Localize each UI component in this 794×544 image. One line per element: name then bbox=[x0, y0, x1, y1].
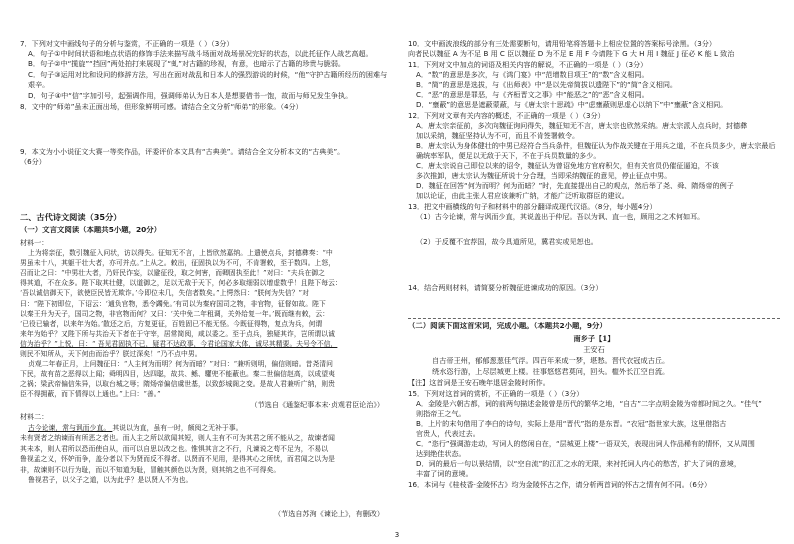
q15-option-b: B．上片的末句借用了李白的诗句，实际上是用“晋代”指的是东晋。“衣冠”指世家大族，这里借指古 bbox=[416, 420, 727, 428]
q11-option-b: B．“简”的意思是选拔，与《出师表》中“是以先帝简拔以遗陛下”的“简”含义相同。 bbox=[416, 81, 678, 89]
passage-line: 未有贤者之纳谏而有所恶之者也。而人主之所以欲闻其短，则人主有不可为其君之所不能从之，故谏者闻 bbox=[20, 434, 335, 442]
q9-points: （6分） bbox=[20, 158, 46, 166]
q12-option-b-cont: 确统率军队，便足以无敌于天下，不在于兵员数量的多少。 bbox=[416, 152, 601, 160]
section-divider bbox=[408, 318, 780, 319]
passage-line: 曰：“陛下初即位，下诏云：‘逋负官物，悉令蠲免。’有司以为秦府国司之物，非官物，征督如故。陛下 bbox=[20, 299, 326, 308]
q12-option-d-cont: 加以论证，由此主张人君应该兼听广纳，才能广泛听取群臣的建议。 bbox=[416, 192, 629, 200]
q15-option-d-cont: 丰富了词的意境。 bbox=[416, 470, 473, 478]
q15-option-a: A．金陵是六朝古都，词的前两句描述金陵曾是历代的繁华之地，“自古”二字点明金陵为帝都时间之久。“佳气” bbox=[416, 400, 762, 408]
poem-note: 【注】这首词是王安石晚年退居金陵时所作。 bbox=[408, 379, 550, 387]
q15-option-a-cont: 则指帝王之气。 bbox=[416, 410, 466, 418]
q7-option-b: B．句子②中“揽旋”“挡回”两处拍打来展现了“虬”对古籍的珍视，有意，也暗示了古籍的珍贵与脆弱。 bbox=[28, 60, 346, 68]
section-title-poem: （二）阅读下面这首宋词，完成小题。（本题共2小题，9分） bbox=[408, 322, 607, 330]
passage-line: 鲁视君子，以父子之道，以为此乎？是以贤人不为也。 bbox=[28, 476, 193, 484]
q8: 8．文中的“师弟”虽未正面出场，但形象鲜明可感。请结合全文分析“师弟”的形象。（4分） bbox=[20, 103, 303, 111]
q14: 14．结合两则材料，请简要分析魏征进谏成功的原因。（3分） bbox=[408, 284, 603, 292]
q12-option-d: D．魏征在回答“何为而明？何为而暗？”时，先直接提出自己的观点，然后举了尧、舜、隋炀帝的例子 bbox=[416, 182, 734, 190]
passage-line: 男虽未十八，其躯干壮大者，亦可并点。”上从之。敕出，征固执以为不可，不肯署敕，至于数四。上怒， bbox=[20, 259, 336, 268]
passage-line: ‘吾以诚信御天下，欲使臣民皆无欺诈。’今即位未几，失信者数矣。”上愕然曰：“朕何为失信？”对 bbox=[20, 289, 309, 298]
q15-option-c-cont: 达到绝佳状态。 bbox=[416, 450, 466, 458]
passage-line: 上为将亲征，数引魏征入问状，访以得失。征知无不言，上皆欣然嘉纳。上遣使点兵，封德彝奏：“中 bbox=[28, 249, 333, 257]
passage-line: 来年为始乎？又陛下所与共治天下者在于守宰，居常简阅，咸以委之。至于点兵，独疑其诈，岂所谓以诚 bbox=[20, 329, 335, 338]
q15-stem: 15．下列对这首词的赏析，不正确的一项是（ ）（3分） bbox=[408, 390, 584, 398]
poem-title: 南乡子【1】 bbox=[573, 335, 615, 343]
section-title-classical: 二、古代诗文阅读（35分） bbox=[20, 213, 122, 222]
q11-option-c: C．“恶”的意思是罪恶，与《齐桓晋文之事》中“能恶之”的“恶”含义相同。 bbox=[416, 91, 649, 99]
q15-option-c: C．“恣行”强调游走动，写词人的悠闲自在，“层城更上楼”一语双关，表现出词人作品稀有的情怀，又从周围 bbox=[416, 440, 755, 448]
passage-line: 臣不得拥蔽，而下情得以上通也。”上曰：“善。” bbox=[20, 390, 161, 399]
q9: 9．本文为小小说征文大赛一等奖作品，评委评价本文具有“古典美”。请结合全文分析本文的“古典美”。 bbox=[20, 148, 345, 156]
passage-line: 贞观二年春正月，上问魏征曰：“人主何为而明？何为而暗？”对曰：“兼听则明，偏信则暗。昔尧清问 bbox=[28, 360, 333, 369]
left-column bbox=[20, 0, 390, 544]
q12-option-c-cont: 多次推卸，唐太宗认为魏征所说十分合理，当即采纳魏征的意见，停止征点中男。 bbox=[416, 172, 672, 180]
q11-option-a: A．“数”的意思是多次，与《鸿门宴》中“范增数目项王”的“数”含义相同。 bbox=[416, 71, 649, 79]
material-one-source: （节选自《通鉴纪事本末·贞观君臣论治》） bbox=[250, 401, 384, 409]
q10-options: 向者民以魏征 A 为不足 B 用 C 臣以魏征 D 为不足 E 用 F 今请陛下 G 大 H 用 I 魏征 J 征必 K 能 L 致治 bbox=[408, 50, 735, 58]
q13-sentence-1: （1）古今论谏，常与讽而少直，其说盖出于仲尼。吾以为讽、直一也，顾用之之术何如耳。 bbox=[416, 213, 705, 221]
q15-option-b-cont: 官贵人，代表过去。 bbox=[416, 430, 480, 438]
right-column bbox=[408, 0, 780, 544]
poem-line-1: 自古帝王州，郁郁葱葱佳气浮。四百年来成一梦，堪愁。晋代衣冠成古丘。 bbox=[432, 357, 670, 365]
q10-stem: 10．文中画波浪线的部分有三处需要断句，请用铅笔将答题卡上相应位置的答案标号涂黑。（3分） bbox=[408, 40, 716, 48]
passage-line: 下民，故有苗之恶得以上闻；舜明四目，达四聪，故共、鲧、驩兜不能蔽也。秦二世偏信赵高，以成望夷 bbox=[20, 370, 335, 379]
page-number: 3 bbox=[394, 531, 400, 539]
poem-line-2: 绕水恣行游，上尽层城更上楼。往事悠悠君莫问，回头。槛外长江空自流。 bbox=[432, 368, 670, 376]
material-one-label: 材料一： bbox=[20, 239, 49, 247]
q15-option-d: D．词的最后一句以景结情，以“空自流”的江汇之水的无限，来衬托词人内心的愁苦，扩大了词的意境， bbox=[416, 460, 741, 468]
q12-option-c: C．唐太宗说自己即位以来的诏令，魏征认为曾诏免地方官府积欠，但有关官员仍催征逼迫，不该 bbox=[416, 162, 719, 170]
q7-option-c-cont: 艰辛。 bbox=[28, 81, 50, 89]
passage-line: 信为治乎？”上悦，曰：“ 吾见君固执不已，疑君不达政事，今君论国家大体，诚尽其精要。夫号令不信， bbox=[20, 339, 338, 348]
q7-option-c: C．句子③运用对比和设问的修辞方法，写出在面对战乱和日本人的强烈游说的时候，“他”守护古籍所经历的困难与 bbox=[28, 71, 388, 79]
material-two-label: 材料二： bbox=[20, 413, 49, 421]
wavy-line-sentence: 其说以为直，虽有一时，颇阅之无补于事。 bbox=[112, 424, 243, 432]
q16: 16．本词与《桂枝香·金陵怀古》均为金陵怀古之作，请分析两首词的怀古之情有何不同。（6分） bbox=[408, 481, 712, 489]
q7-option-a: A．句子①中时间状语和地点状语的修饰手法来描写战斗场面对战场景况完好的状态，以此托征作人战艺高超。 bbox=[28, 50, 373, 58]
q11-option-d: D．“壅蔽”的意思是遮蔽蒙蔽，与《唐太宗十思疏》中“虑壅蔽则思虚心以纳下”中“壅蔽”含义相同。 bbox=[416, 101, 728, 109]
passage-line: 非，故谏则不以行为耻，而以不知道为耻，冒触其颜色以为贤，则其纳之也不可得矣。 bbox=[20, 465, 281, 474]
poem-author: 王安石 bbox=[583, 346, 605, 354]
q12-option-a: A．唐太宗亲征前，多次向魏征询问得失，魏征知无不言，唐太宗也欣然采纳。唐太宗派人点兵时，封德彝 bbox=[416, 122, 748, 130]
passage-line: 召而让之曰：“中男壮大者，乃奸民诈妄，以避征役，取之何害，而卿固执至此！”对曰：“夫兵在御之 bbox=[20, 269, 325, 278]
passage-line: 则民不知所从，天下何由而治乎？朕过深矣！”乃不点中男。 bbox=[20, 350, 202, 358]
passage-line: 其未本，则人君所以恐而使自从，而可以自思以改之也。惟惧其言之不行，凡谏说之苟不足为，不易以 bbox=[20, 444, 329, 453]
passage-line: 得其道，不在众多。陛下取其壮健，以道御之，足以无敌于天下，何必多取细弱以增虚数乎！且陛下每云： bbox=[20, 279, 342, 288]
material-two-source: （节选自苏洵《谏论上》，有删改） bbox=[274, 510, 384, 518]
q11-stem: 11．下列对文中加点的词语及相关内容的解说，不正确的一项是（ ）（3分） bbox=[408, 61, 648, 69]
q12-stem: 12．下列对文章有关内容的概述，不正确的一项是（ ）（3分） bbox=[408, 112, 605, 120]
material-two-line bbox=[20, 424, 390, 432]
passage-line: ‘已役已输者，以来年为始。’散还之后，方复更征，百姓固已不能无怪。今既征得物，复点为兵，何谓 bbox=[20, 319, 323, 328]
subsection-title-wenyan: （一）文言文阅读（本题共5小题，20分） bbox=[20, 226, 162, 234]
q13-stem: 13．把文中画横线的句子和材料中的部分翻译成现代汉语。（8分，每小题4分） bbox=[408, 203, 657, 211]
passage-line: 以秦王升为天子，国司之物，非官物而何？又曰：‘关中免二年租调，关外给复一年。’既而继有敕，云： bbox=[20, 309, 330, 318]
passage-line: 之祸；梁武帝偏信朱异，以取台城之辱；隋炀帝偏信虞世基，以致彭城阁之变。是故人君兼听广纳，则贵 bbox=[20, 380, 335, 389]
q12-option-b: B．唐太宗认为身体健壮的中男已经符合当兵条件，但魏征认为作战关键在于用兵之道，不在兵员多少，唐太宗最后 bbox=[416, 142, 776, 150]
underlined-sentence: 古今论谏，常与讽而少直。 bbox=[28, 424, 113, 432]
q12-option-a-cont: 加以采纳，魏征坚持认为不可，而且不肯签署敕令。 bbox=[416, 132, 580, 140]
q7-stem: 7．下列对文中画线句子的分析与鉴赏，不正确的一项是（ ）（3分） bbox=[20, 40, 234, 48]
q13-sentence-2: （2）于反覆不宜荐国，故今具道所见，冀君实或见恕也。 bbox=[416, 238, 598, 246]
q7-option-d: D．句子④中“信”字加引号，起强调作用，强调师弟认为日本人是想要借书一饱，故而与师兄发生争执。 bbox=[28, 92, 353, 100]
passage-line: 鲁视孟之义，怀妒而争，盖分者以下为贤而反不得者。以贤而不见用，是得其心之所忧，而君闻之以为是 bbox=[20, 455, 335, 463]
